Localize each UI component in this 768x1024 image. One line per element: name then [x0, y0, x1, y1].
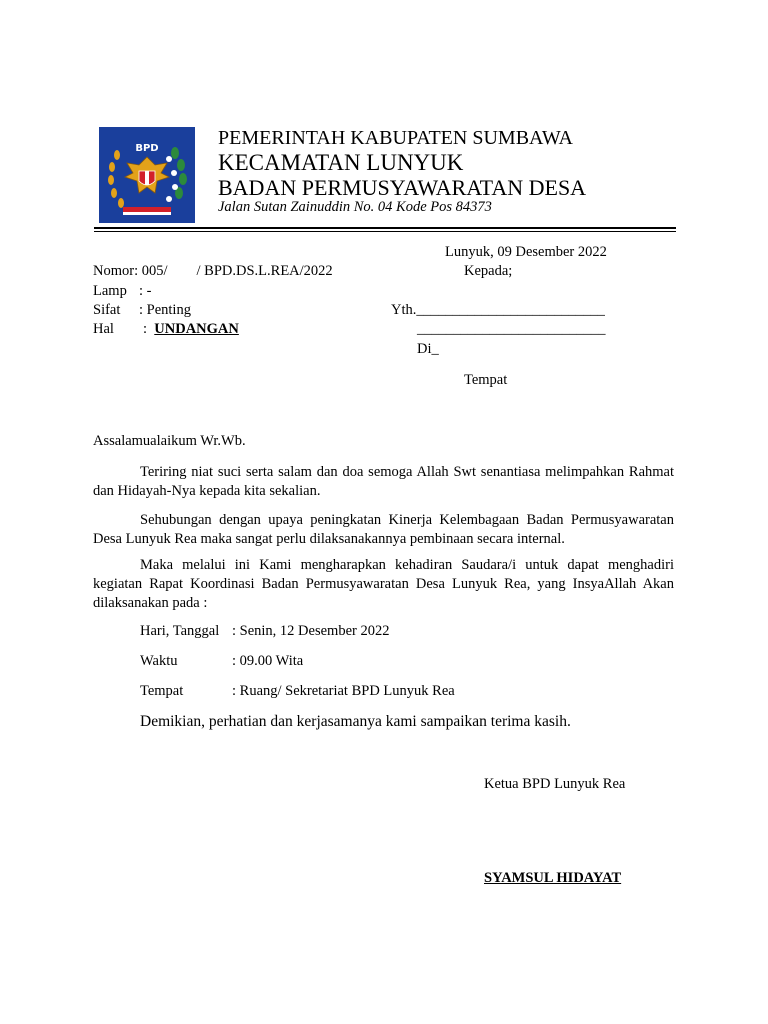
bpd-logo [99, 127, 195, 223]
paragraph-2-text: Sehubungan dengan upaya peningkatan Kinerja Kelembagaan Badan Permusyawaratan Desa Lunyuk Rea maka sangat perlu dilaksanakannya pembinaan secara internal. [93, 512, 674, 547]
hal-colon: : [143, 321, 148, 337]
letterhead-rule-thick [94, 227, 676, 229]
recipient-tempat: Tempat [464, 372, 508, 388]
schedule-day-value: : Senin, 12 Desember 2022 [232, 623, 390, 639]
lamp-value: : - [139, 283, 152, 299]
schedule-time-label: Waktu [140, 653, 178, 669]
nomor-value: : 005/ / BPD.DS.L.REA/2022 [134, 263, 333, 279]
paragraph-2 [93, 511, 674, 549]
paragraph-3 [93, 556, 674, 613]
svg-text:BPD: BPD [135, 143, 159, 154]
nomor-row [93, 263, 333, 280]
letterhead-government: PEMERINTAH KABUPATEN SUMBAWA [218, 127, 573, 149]
greeting: Assalamualaikum Wr.Wb. [93, 433, 246, 449]
hal-label: Hal [93, 321, 114, 337]
sifat-label: Sifat [93, 302, 121, 318]
recipient-yth: Yth.__________________________ [391, 302, 605, 318]
schedule-place-label: Tempat [140, 683, 184, 699]
lamp-row [93, 283, 151, 300]
closing-sentence: Demikian, perhatian dan kerjasamanya kami sampaikan terima kasih. [140, 713, 571, 730]
schedule-time-value: : 09.00 Wita [232, 653, 304, 669]
place-date: Lunyuk, 09 Desember 2022 [445, 244, 607, 260]
signature-title: Ketua BPD Lunyuk Rea [484, 776, 626, 792]
paragraph-3-text: Maka melalui ini Kami mengharapkan kehadiran Saudara/i untuk dapat menghadiri kegiatan Rapat Koordinasi Badan Permusyawaratan Desa Lunyuk Rea, yang InsyaAllah Akan dilaksanakan pada : [93, 557, 674, 611]
schedule-time-row [140, 653, 303, 670]
letterhead-rule-thin [94, 231, 676, 232]
recipient-di: Di_ [417, 341, 439, 357]
letterhead-district: KECAMATAN LUNYUK [218, 150, 464, 175]
signature-name: SYAMSUL HIDAYAT [484, 870, 622, 886]
letterhead-address: Jalan Sutan Zainuddin No. 04 Kode Pos 84373 [218, 199, 492, 215]
recipient-kepada: Kepada; [464, 263, 513, 279]
nomor-label: Nomor [93, 263, 135, 279]
schedule-day-row [140, 623, 389, 640]
paragraph-1-text: Teriring niat suci serta salam dan doa semoga Allah Swt senantiasa melimpahkan Rahmat dan Hidayah-Nya kepada kita sekalian. [93, 464, 674, 499]
lamp-label: Lamp [93, 283, 127, 299]
recipient-blank-line: __________________________ [417, 321, 606, 337]
schedule-day-label: Hari, Tanggal [140, 623, 220, 639]
sifat-row [93, 302, 191, 319]
sifat-value: : Penting [139, 302, 191, 318]
hal-value: UNDANGAN [154, 321, 239, 337]
letterhead-institution: BADAN PERMUSYAWARATAN DESA [218, 175, 587, 200]
schedule-place-value: : Ruang/ Sekretariat BPD Lunyuk Rea [232, 683, 455, 699]
schedule-place-row [140, 683, 455, 700]
hal-row [93, 321, 239, 338]
paragraph-1 [93, 463, 674, 501]
